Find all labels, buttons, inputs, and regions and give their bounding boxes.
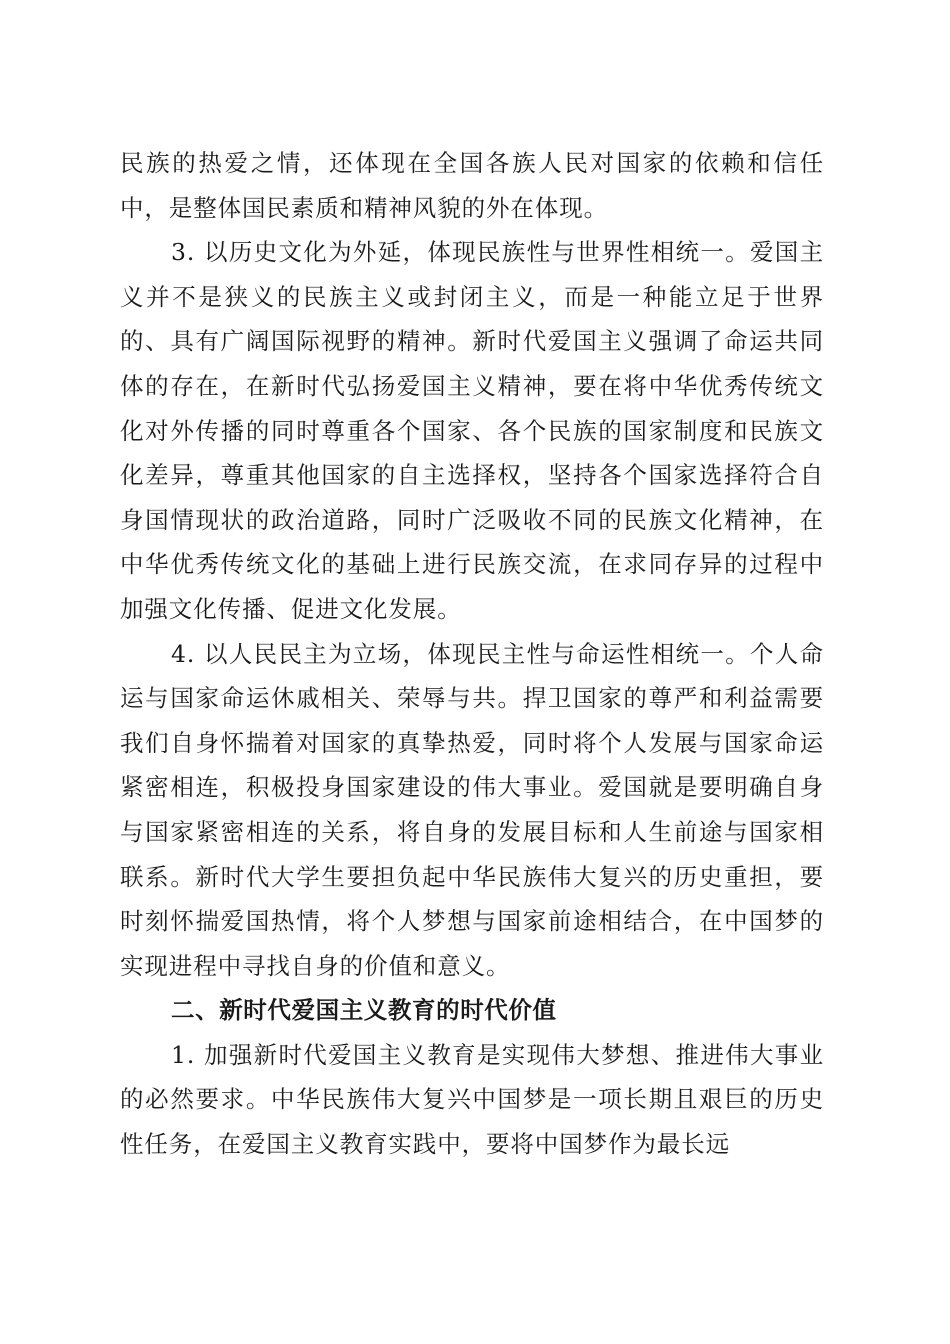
paragraph-item-4: 4. 以人民民主为立场，体现民主性与命运性相统一。个人命运与国家命运休戚相关、荣辱与共。捍卫国家的尊严和利益需要我们自身怀揣着对国家的真挚热爱，同时将个人发展与国家命运紧密相连，积极投身国家建设的伟大事业。爱国就是要明确自身与国家紧密相连的关系，将自身的发展目标和人生前途与国家相联系。新时代大学生要担负起中华民族伟大复兴的历史重担，要时刻怀揣爱国热情，将个人梦想与国家前途相结合，在中国梦的实现进程中寻找自身的价值和意义。 <box>120 639 824 980</box>
paragraph-item-1: 1. 加强新时代爱国主义教育是实现伟大梦想、推进伟大事业的必然要求。中华民族伟大复兴中国梦是一项长期且艰巨的历史性任务，在爱国主义教育实践中，要将中国梦作为最长远 <box>120 1040 824 1159</box>
paragraph-continuation: 民族的热爱之情，还体现在全国各族人民对国家的依赖和信任中，是整体国民素质和精神风貌的外在体现。 <box>120 149 824 222</box>
section-heading: 二、新时代爱国主义教育的时代价值 <box>171 996 557 1025</box>
paragraph-item-3: 3. 以历史文化为外延，体现民族性与世界性相统一。爱国主义并不是狭义的民族主义或封闭主义，而是一种能立足于世界的、具有广阔国际视野的精神。新时代爱国主义强调了命运共同体的存在，在新时代弘扬爱国主义精神，要在将中华优秀传统文化对外传播的同时尊重各个国家、各个民族的国家制度和民族文化差异，尊重其他国家的自主选择权，坚持各个国家选择符合自身国情现状的政治道路，同时广泛吸收不同的民族文化精神，在中华优秀传统文化的基础上进行民族交流，在求同存异的过程中加强文化传播、促进文化发展。 <box>120 238 824 623</box>
document-body <box>120 141 824 1167</box>
